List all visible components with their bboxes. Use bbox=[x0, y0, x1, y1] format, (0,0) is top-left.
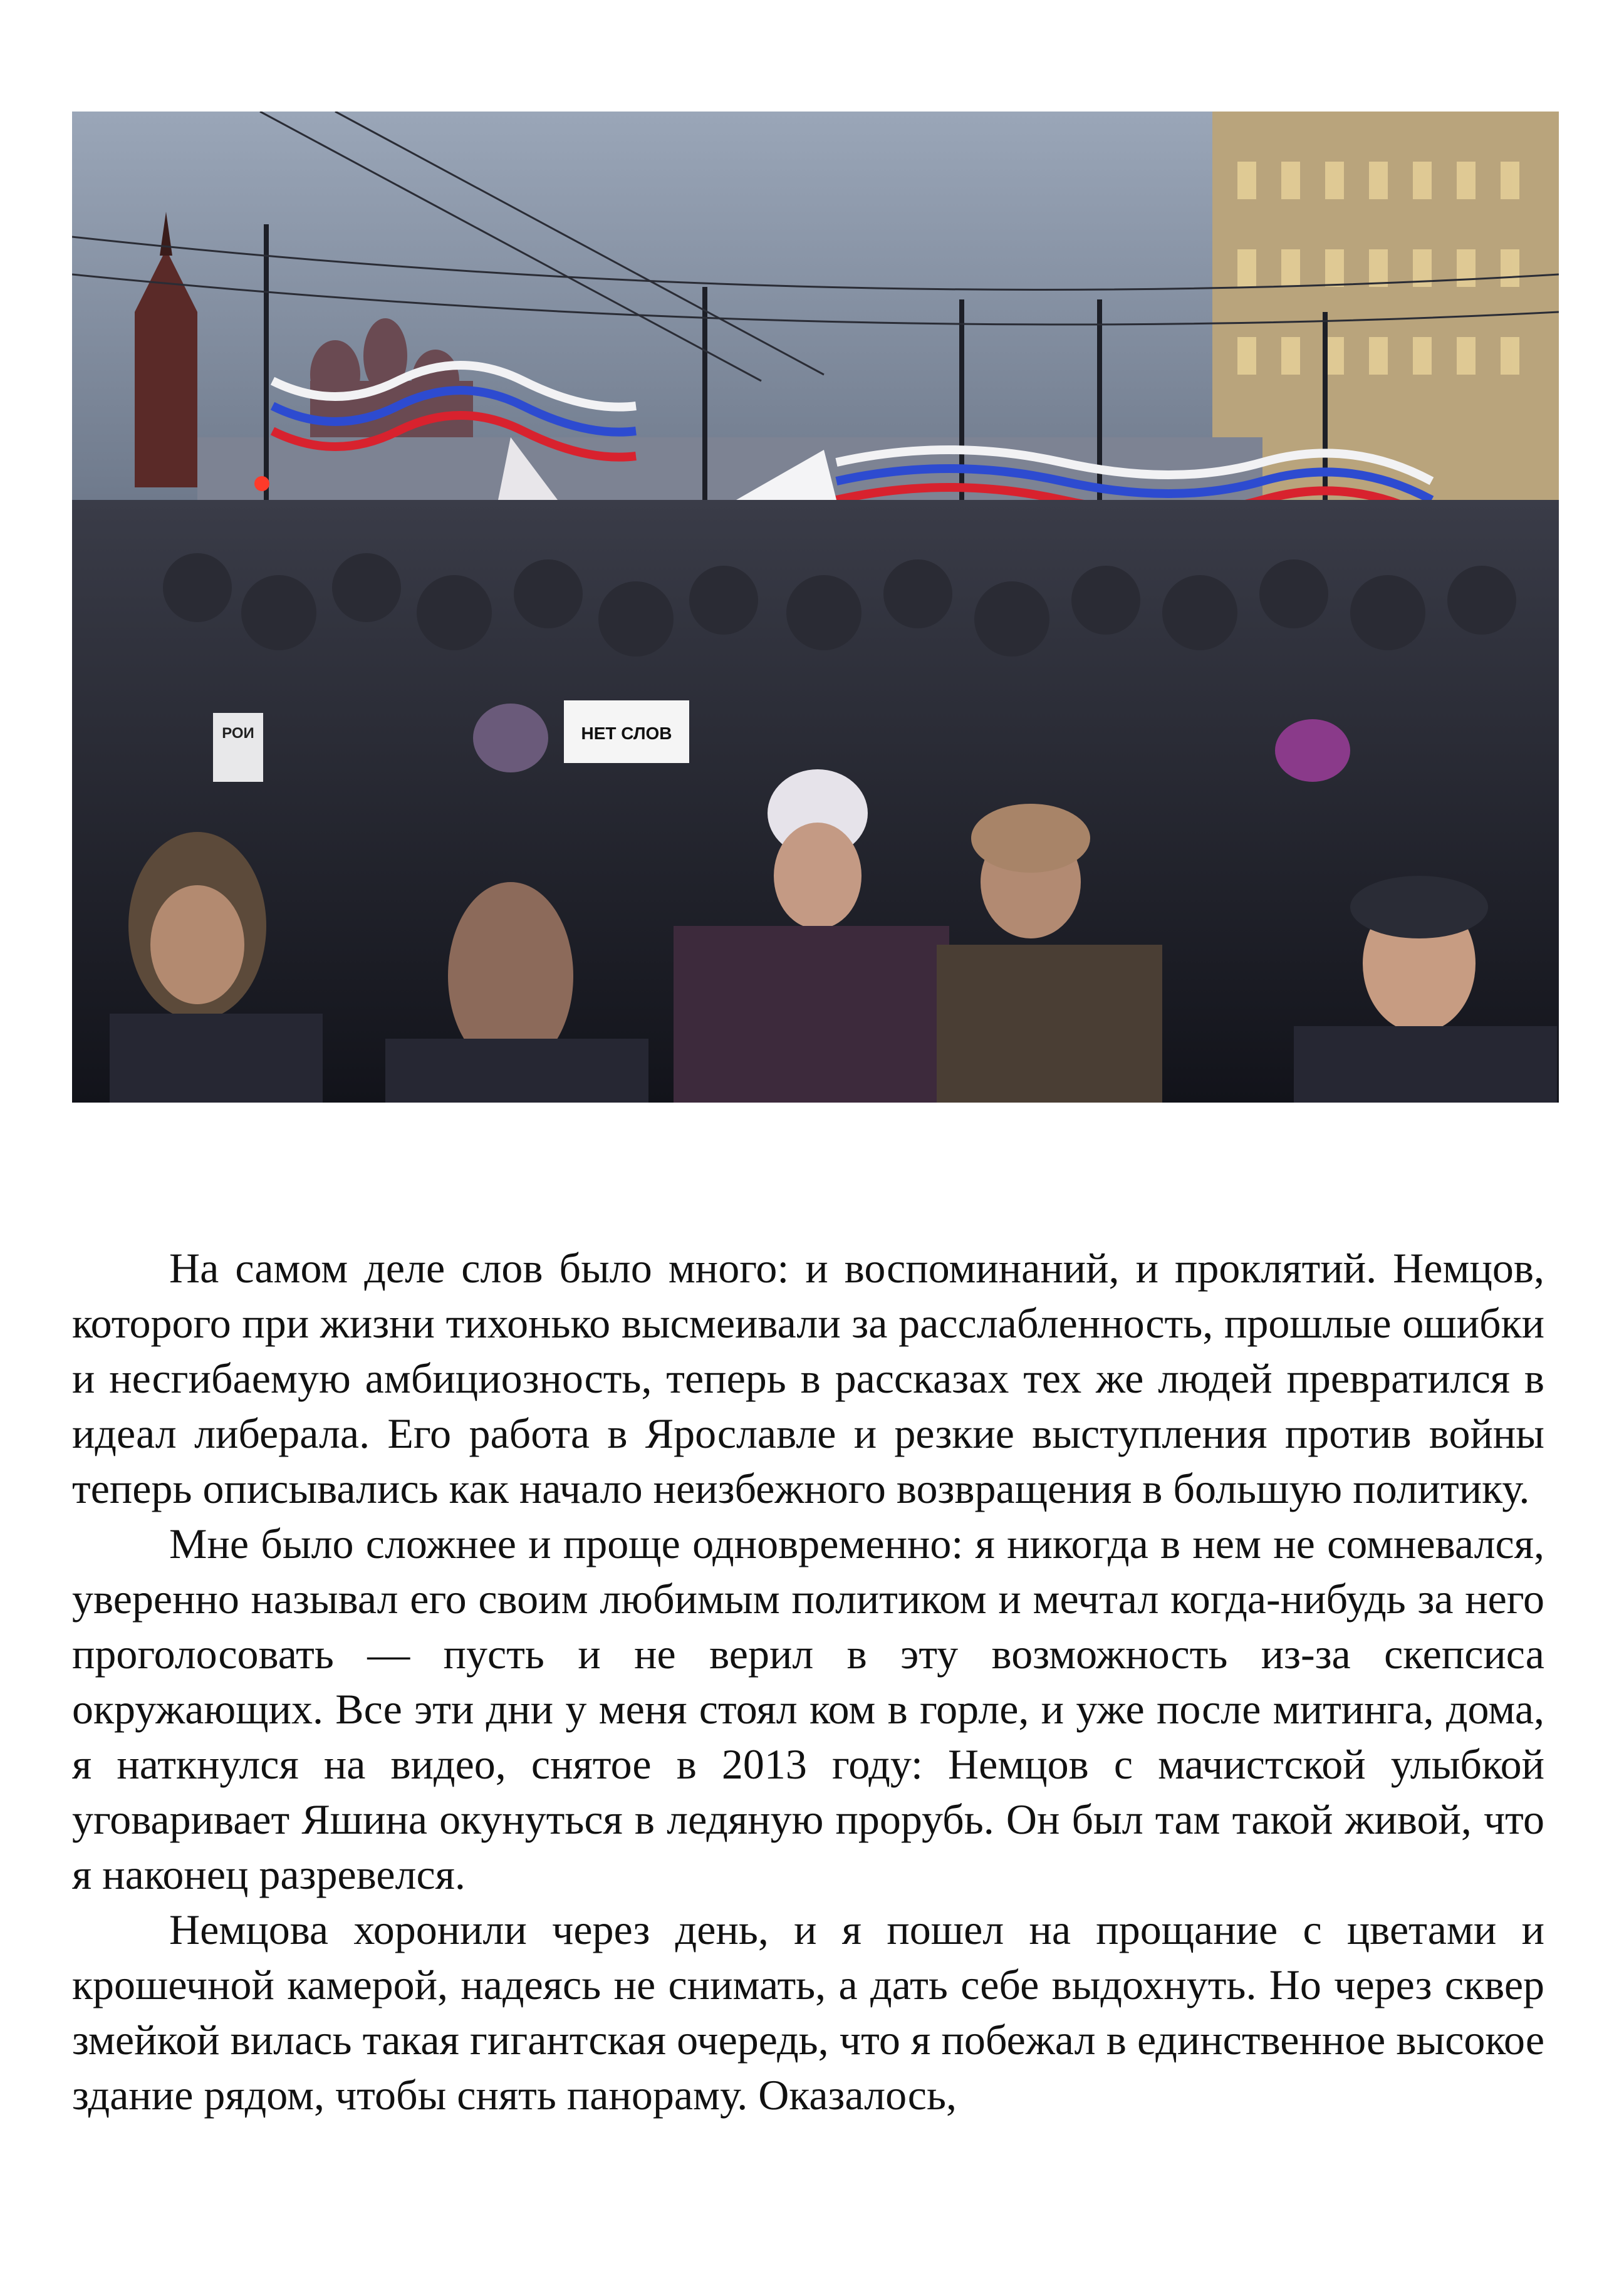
crowd-photo-icon bbox=[72, 112, 1559, 1103]
body-text bbox=[72, 1240, 1544, 2122]
paragraph-2: Мне было сложнее и проще одновременно: я никогда в нем не сомневался, уверенно называл его своим любимым политиком и мечтал когда-нибудь за него проголосовать — пусть и не верил в эту возможность из-за скепсиса окружающих. Все эти дни у меня стоял ком в горле, и уже после митинга, дома, я наткнулся на видео, снятое в 2013 году: Немцов с мачистской улыбкой уговаривает Яшина окунуться в ледяную прорубь. Он был там такой живой, что я наконец разревелся. bbox=[72, 1520, 1544, 1898]
paragraph-1: На самом деле слов было много: и воспоминаний, и проклятий. Немцов, которого при жизни тихонько высмеивали за расслабленность, прошлые ошибки и несгибаемую амбициозность, теперь в рассказах тех же людей превратился в идеал либерала. Его работа в Ярославле и резкие выступления против войны теперь описывались как начало неизбежного возвращения в большую политику. bbox=[72, 1244, 1544, 1512]
partial-sign-label: РОИ bbox=[222, 725, 254, 742]
crowd-photo bbox=[72, 112, 1559, 1103]
sign-label: НЕТ СЛОВ bbox=[581, 724, 672, 743]
paragraph-3: Немцова хоронили через день, и я пошел на прощание с цветами и крошечной камерой, надеясь не снимать, а дать себе выдохнуть. Но через сквер змейкой вилась такая гигантская очередь, что я побежал в единственное высокое здание рядом, чтобы снять панораму. Оказалось, bbox=[72, 1906, 1544, 2119]
